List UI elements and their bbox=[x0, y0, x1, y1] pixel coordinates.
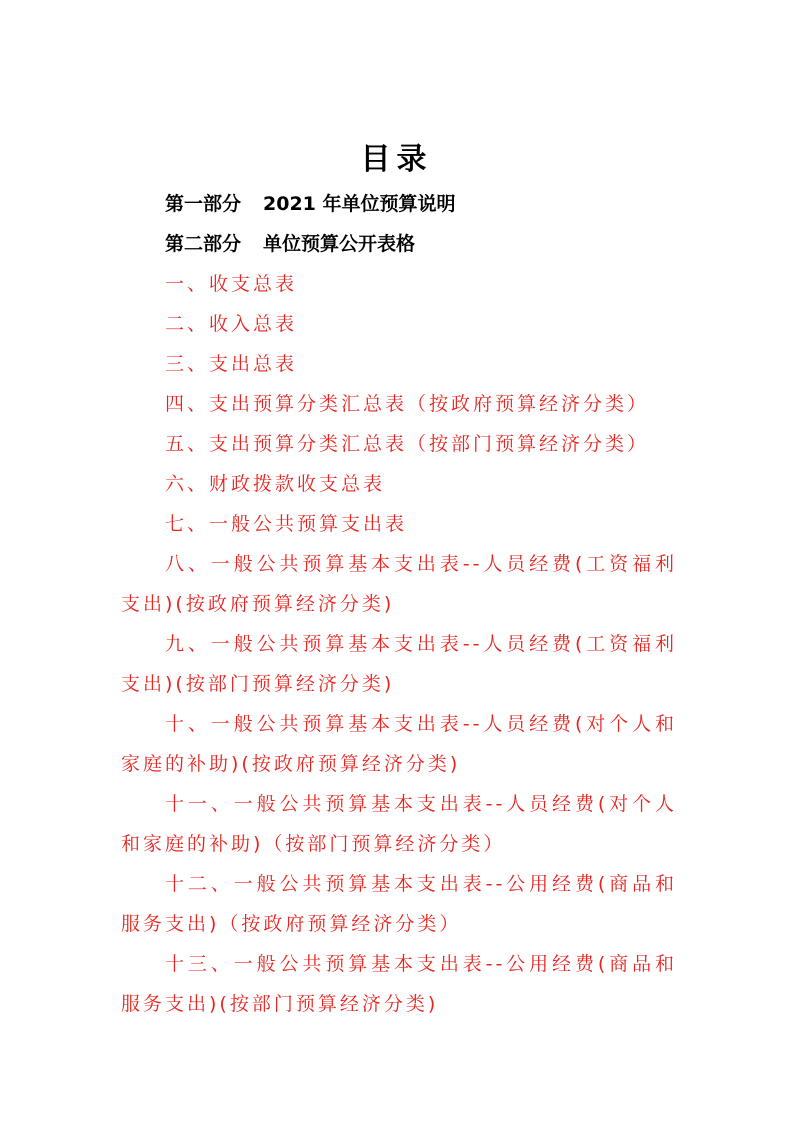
part-one-title: 2021 年单位预算说明 bbox=[263, 193, 456, 215]
toc-entry-4[interactable]: 四、支出预算分类汇总表（按政府预算经济分类） bbox=[165, 393, 650, 415]
part-two-heading bbox=[165, 230, 415, 258]
toc-entry-8[interactable]: 八、一般公共预算基本支出表--人员经费(工资福利支出)(按政府预算经济分类) bbox=[121, 553, 677, 615]
toc-entry-13[interactable]: 十三、一般公共预算基本支出表--公用经费(商品和服务支出)(按部门预算经济分类) bbox=[121, 953, 677, 1015]
toc-entry-3[interactable]: 三、支出总表 bbox=[165, 353, 298, 375]
toc-entry-5[interactable]: 五、支出预算分类汇总表（按部门预算经济分类） bbox=[165, 433, 650, 455]
part-two-number: 第二部分 bbox=[165, 233, 242, 255]
part-two-title: 单位预算公开表格 bbox=[263, 233, 416, 255]
toc-entry-7[interactable]: 七、一般公共预算支出表 bbox=[165, 513, 408, 535]
toc-entry-1[interactable]: 一、收支总表 bbox=[165, 273, 298, 295]
toc-entry-6[interactable]: 六、财政拨款收支总表 bbox=[165, 473, 386, 495]
page-title: 目录 bbox=[360, 142, 433, 177]
toc-entry-11[interactable]: 十一、一般公共预算基本支出表--人员经费(对个人和家庭的补助)（按部门预算经济分类） bbox=[121, 793, 677, 855]
toc-entry-10[interactable]: 十、一般公共预算基本支出表--人员经费(对个人和家庭的补助)(按政府预算经济分类) bbox=[121, 713, 677, 775]
toc-entry-2[interactable]: 二、收入总表 bbox=[165, 313, 298, 335]
part-one-number: 第一部分 bbox=[165, 193, 242, 215]
part-one-heading bbox=[165, 190, 456, 218]
toc-entry-12[interactable]: 十二、一般公共预算基本支出表--公用经费(商品和服务支出)（按政府预算经济分类） bbox=[121, 873, 677, 935]
toc-entry-9[interactable]: 九、一般公共预算基本支出表--人员经费(工资福利支出)(按部门预算经济分类) bbox=[121, 633, 677, 695]
